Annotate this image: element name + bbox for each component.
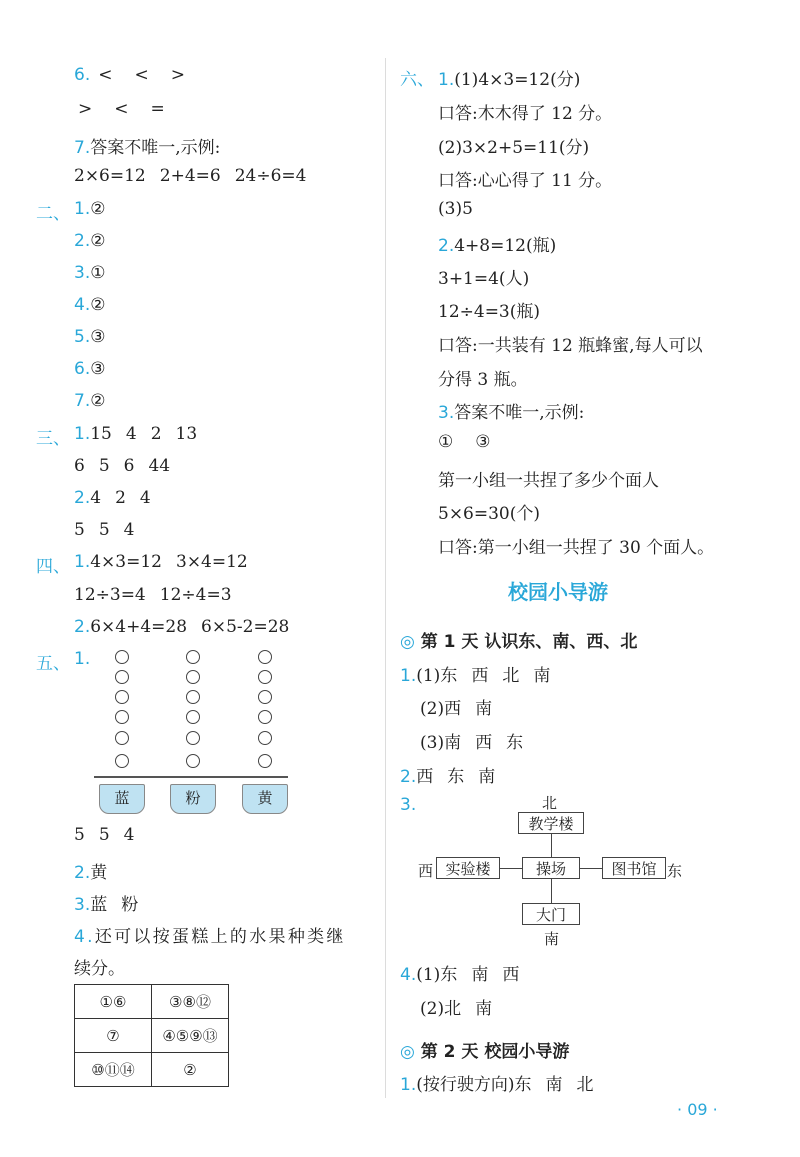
- s2-item: 5.③: [74, 327, 106, 347]
- classification-table: [74, 984, 229, 1087]
- s5-q2: 2.黄: [74, 863, 108, 883]
- map-line: [551, 879, 552, 903]
- ball: [258, 690, 272, 704]
- s6-q3-line: 5×6=30(个): [438, 504, 541, 524]
- table-cell: ③⑧⑫: [152, 985, 229, 1019]
- s6-q1-line: 口答:心心得了 11 分。: [438, 171, 613, 191]
- s2-item: 2.②: [74, 231, 106, 251]
- s6-q1-line: (3)5: [438, 199, 473, 219]
- s2-item: 7.②: [74, 391, 106, 411]
- d1-q1-line: (3)南 西 东: [420, 733, 524, 753]
- ball: [186, 754, 200, 768]
- map-line: [580, 868, 602, 869]
- ball: [186, 710, 200, 724]
- map-south-label: 南: [544, 930, 560, 948]
- map-library: 图书馆: [602, 857, 666, 879]
- q6-line2: > < =: [78, 99, 165, 119]
- table-row: [75, 1019, 229, 1053]
- ball: [115, 754, 129, 768]
- bullet-icon: ◎: [400, 632, 415, 652]
- q7-equations: 2×6=12 2+4=6 24÷6=4: [74, 166, 307, 186]
- s6-q3-line: 第一小组一共捏了多少个面人: [438, 471, 659, 491]
- ball: [186, 650, 200, 664]
- ball: [258, 670, 272, 684]
- s5-q1-num: 1.: [74, 649, 91, 669]
- ball: [258, 731, 272, 745]
- table-cell: ①⑥: [75, 985, 152, 1019]
- map-line: [551, 834, 552, 857]
- d1-q2: 2.西 东 南: [400, 767, 496, 787]
- ball: [115, 670, 129, 684]
- s3-q1-row1: 1.15 4 2 13: [74, 424, 198, 444]
- table-row: [75, 1053, 229, 1087]
- map-line: [500, 868, 522, 869]
- q6-line1: 6. < < >: [74, 65, 185, 85]
- table-row: [75, 985, 229, 1019]
- section-title: 校园小导游: [508, 580, 608, 604]
- s6-q2-line: 12÷4=3(瓶): [438, 302, 541, 322]
- day1-heading: ◎ 第 1 天 认识东、南、西、北: [400, 632, 638, 652]
- d1-q4-line: (2)北 南: [420, 999, 493, 1019]
- s6-q2-line: 3+1=4(人): [438, 269, 530, 289]
- s6-q2-line: 分得 3 瓶。: [438, 370, 528, 390]
- ball: [115, 690, 129, 704]
- ball: [115, 650, 129, 664]
- s6-q1-line: (2)3×2+5=11(分): [438, 138, 590, 158]
- map-lab-building: 实验楼: [436, 857, 500, 879]
- s6-q2-line: 口答:一共装有 12 瓶蜂蜜,每人可以: [438, 336, 703, 356]
- s6-q3-line: 3.答案不唯一,示例:: [438, 403, 585, 423]
- s4-q1-row2: 12÷3=4 12÷4=3: [74, 585, 232, 605]
- section-2-label: 二、: [36, 204, 70, 224]
- table-cell: ⑩⑪⑭: [75, 1053, 152, 1087]
- d2-q1: 1.(按行驶方向)东 南 北: [400, 1075, 594, 1095]
- q7-heading: 7.答案不唯一,示例:: [74, 138, 221, 158]
- ball: [186, 670, 200, 684]
- map-playground: 操场: [522, 857, 580, 879]
- ball: [258, 650, 272, 664]
- s5-q4-line2: 续分。: [74, 959, 125, 979]
- d1-q1-line: (2)西 南: [420, 699, 493, 719]
- ball: [186, 690, 200, 704]
- map-teaching-building: 教学楼: [518, 812, 584, 834]
- s6-q1-line: 1.(1)4×3=12(分): [438, 70, 581, 90]
- section-3-label: 三、: [36, 429, 70, 449]
- s4-q1-row1: 1.4×3=12 3×4=12: [74, 552, 248, 572]
- table-cell: ④⑤⑨⑬: [152, 1019, 229, 1053]
- d1-q1-line: 1.(1)东 西 北 南: [400, 666, 551, 686]
- basket-yellow: 黄: [242, 784, 288, 814]
- page-number: · 09 ·: [677, 1100, 718, 1119]
- s2-item: 4.②: [74, 295, 106, 315]
- day2-heading: ◎ 第 2 天 校园小导游: [400, 1042, 570, 1062]
- s6-q3-line: 口答:第一小组一共捏了 30 个面人。: [438, 538, 715, 558]
- bullet-icon: ◎: [400, 1042, 415, 1062]
- section-5-label: 五、: [36, 654, 70, 674]
- s5-q1-answer: 5 5 4: [74, 825, 135, 845]
- column-divider: [385, 58, 386, 1098]
- s4-q2-row: 2.6×4+4=28 6×5-2=28: [74, 617, 290, 637]
- s3-q1-row2: 6 5 6 44: [74, 456, 171, 476]
- shelf-line: [94, 776, 288, 778]
- s5-q3: 3.蓝 粉: [74, 895, 139, 915]
- ball: [115, 731, 129, 745]
- ball: [258, 710, 272, 724]
- s3-q2-row2: 5 5 4: [74, 520, 135, 540]
- table-cell: ⑦: [75, 1019, 152, 1053]
- s3-q2-row1: 2.4 2 4: [74, 488, 151, 508]
- s2-item: 3.①: [74, 263, 106, 283]
- s2-item: 1.②: [74, 199, 106, 219]
- s6-q1-line: 口答:木木得了 12 分。: [438, 104, 613, 124]
- section-6-label: 六、: [400, 70, 434, 90]
- s6-q2-line: 2.4+8=12(瓶): [438, 236, 557, 256]
- d1-q3-num: 3.: [400, 795, 417, 815]
- ball: [115, 710, 129, 724]
- map-west-label: 西: [418, 862, 434, 880]
- ball: [186, 731, 200, 745]
- ball: [258, 754, 272, 768]
- s5-q4-line1: 4.还可以按蛋糕上的水果种类继: [74, 927, 346, 947]
- basket-blue: 蓝: [99, 784, 145, 814]
- s2-item: 6.③: [74, 359, 106, 379]
- basket-pink: 粉: [170, 784, 216, 814]
- map-gate: 大门: [522, 903, 580, 925]
- map-north-label: 北: [542, 794, 558, 812]
- d1-q4-line: 4.(1)东 南 西: [400, 965, 520, 985]
- s6-q3-circles: ① ③: [438, 432, 491, 452]
- map-east-label: 东: [667, 862, 683, 880]
- table-cell: ②: [152, 1053, 229, 1087]
- section-4-label: 四、: [36, 557, 70, 577]
